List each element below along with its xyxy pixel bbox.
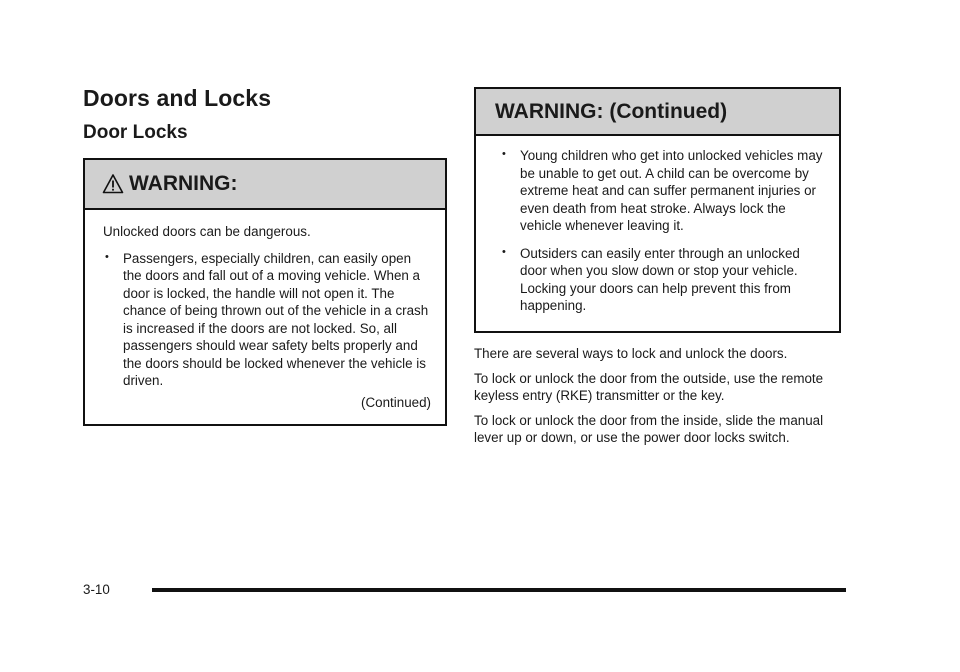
bullet-dot: • (502, 148, 506, 160)
body-paragraph: To lock or unlock the door from the inside, slide the manual lever up or down, or use the power door locks switch. (474, 413, 824, 445)
warning-heading: WARNING: (129, 172, 238, 195)
section-title: Doors and Locks (83, 85, 272, 111)
warning-bullet (500, 245, 825, 315)
footer-rule (152, 588, 846, 592)
warning-continued-header (476, 89, 839, 136)
body-paragraph: To lock or unlock the door from the outside, use the remote keyless entry (RKE) transmitter or the key. (474, 371, 824, 403)
warning-bullet-text: Young children who get into unlocked vehicles may be unable to get out. A child can be overcome by extreme heat and can suffer permanent injuries or even death from heat stroke. Always lock the vehicle whenever leaving it. (520, 148, 823, 233)
continued-label: (Continued) (361, 394, 431, 410)
page-number: 3-10 (83, 582, 110, 597)
warning-bullet-text: Passengers, especially children, can easily open the doors and fall out of a moving vehicle. When a door is locked, the handle will not open it. The chance of being thrown out of the vehicle in a crash is increased if the doors are not locked. So, all passengers should wear safety belts properly and the doors should be locked whenever the vehicle is driven. (123, 250, 429, 388)
warning-bullet (103, 250, 431, 390)
warning-continued-box (474, 87, 841, 333)
bullet-dot: • (502, 245, 506, 258)
section-subtitle: Door Locks (83, 122, 188, 143)
warning-header (85, 160, 445, 210)
warning-box (83, 158, 447, 426)
warning-continued-heading: WARNING: (Continued) (495, 99, 728, 123)
warning-bullet-text: Outsiders can easily enter through an unlocked door when you slow down or stop your vehicle. Locking your doors can help prevent this from happening. (520, 245, 800, 313)
warning-body (85, 210, 445, 411)
left-column (83, 84, 447, 426)
warning-bullet (500, 147, 825, 235)
warning-triangle-icon (102, 173, 124, 195)
bullet-dot: • (105, 250, 109, 263)
warning-intro: Unlocked doors can be dangerous. (103, 224, 311, 239)
warning-continued-body (476, 136, 839, 315)
right-column (474, 87, 841, 446)
body-paragraph: There are several ways to lock and unlock the doors. (474, 346, 788, 361)
